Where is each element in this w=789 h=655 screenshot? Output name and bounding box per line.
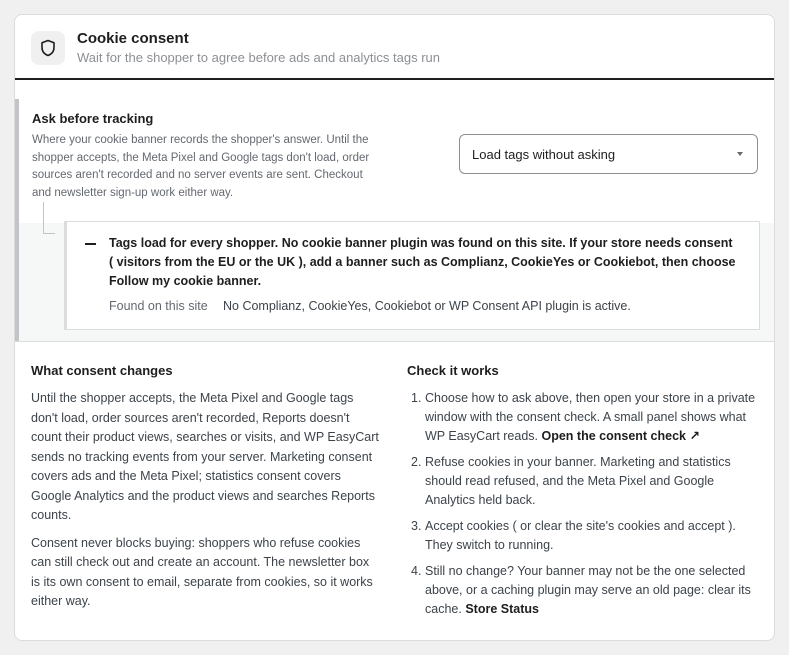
- ask-description: Where your cookie banner records the shopper's answer. Until the shopper accepts, the Meta Pixel and Google tags don't load, order sources aren't recorded and no server events are sent. Checkout and newsletter sign-up work either way.: [32, 134, 370, 199]
- list-item: 2. Refuse cookies in your banner. Marketing and statistics should read refused, and the Meta Pixel and Google Analytics held back.: [411, 455, 731, 507]
- ask-title: Ask before tracking: [32, 111, 154, 126]
- list-item: 1. Choose how to ask above, then open your store in a private window with the consent check. A small panel shows what WP EasyCart reads. Open the consent check ↗: [411, 391, 756, 443]
- list-item: 3. Accept cookies ( or clear the site's cookies and accept ). They switch to running.: [411, 519, 736, 552]
- ask-setting-row: [19, 99, 774, 223]
- notice-message: Tags load for every shopper. No cookie banner plugin was found on this site. If your store needs consent ( visitors from the EU or the UK ), add a banner such as Complianz, CookieYes or Cookiebot, then choose Follow my cookie banner.: [109, 236, 736, 288]
- divider: [15, 341, 774, 342]
- check-it-works-column: [407, 363, 757, 626]
- what-changes-column: [31, 363, 381, 620]
- cookie-consent-card: [14, 14, 775, 641]
- ask-before-tracking-section: [15, 99, 774, 341]
- open-consent-check-link[interactable]: Open the consent check ↗: [541, 429, 700, 443]
- chevron-down-icon: [737, 152, 743, 156]
- page-subtitle: Wait for the shopper to agree before ads and analytics tags run: [77, 50, 441, 65]
- shield-icon: [31, 31, 65, 65]
- consent-mode-select[interactable]: [459, 134, 758, 174]
- list-item: 4. Still no change? Your banner may not be the one selected above, or a caching plugin may serve an old page: clear its cache. Store Status: [411, 564, 751, 616]
- check-title: Check it works: [407, 363, 499, 378]
- no-banner-notice: [64, 221, 760, 330]
- tree-connector: [43, 202, 55, 234]
- page-title: Cookie consent: [77, 30, 189, 47]
- found-value: No Complianz, CookieYes, Cookiebot or WP Consent API plugin is active.: [223, 299, 631, 313]
- what-changes-title: What consent changes: [31, 363, 173, 378]
- what-changes-paragraph: Consent never blocks buying: shoppers who refuse cookies can still check out and create an account. The newsletter box is its own consent to email, separate from cookies, so it works either way.: [31, 535, 373, 608]
- dash-icon: [85, 243, 96, 245]
- consent-mode-value: Load tags without asking: [472, 146, 616, 162]
- found-label: Found on this site: [109, 299, 208, 313]
- what-changes-paragraph: Until the shopper accepts, the Meta Pixel and Google tags don't load, order sources aren't recorded, Reports doesn't count their product views, searches or visits, and WP EasyCart sends no tracking events from your server. Marketing consent covers ads and the Meta Pixel; statistics consent covers Google Analytics and the product views and searches Reports counts.: [31, 391, 379, 522]
- card-header: [15, 15, 774, 80]
- store-status-link[interactable]: Store Status: [465, 602, 539, 616]
- check-steps-list: [407, 389, 757, 619]
